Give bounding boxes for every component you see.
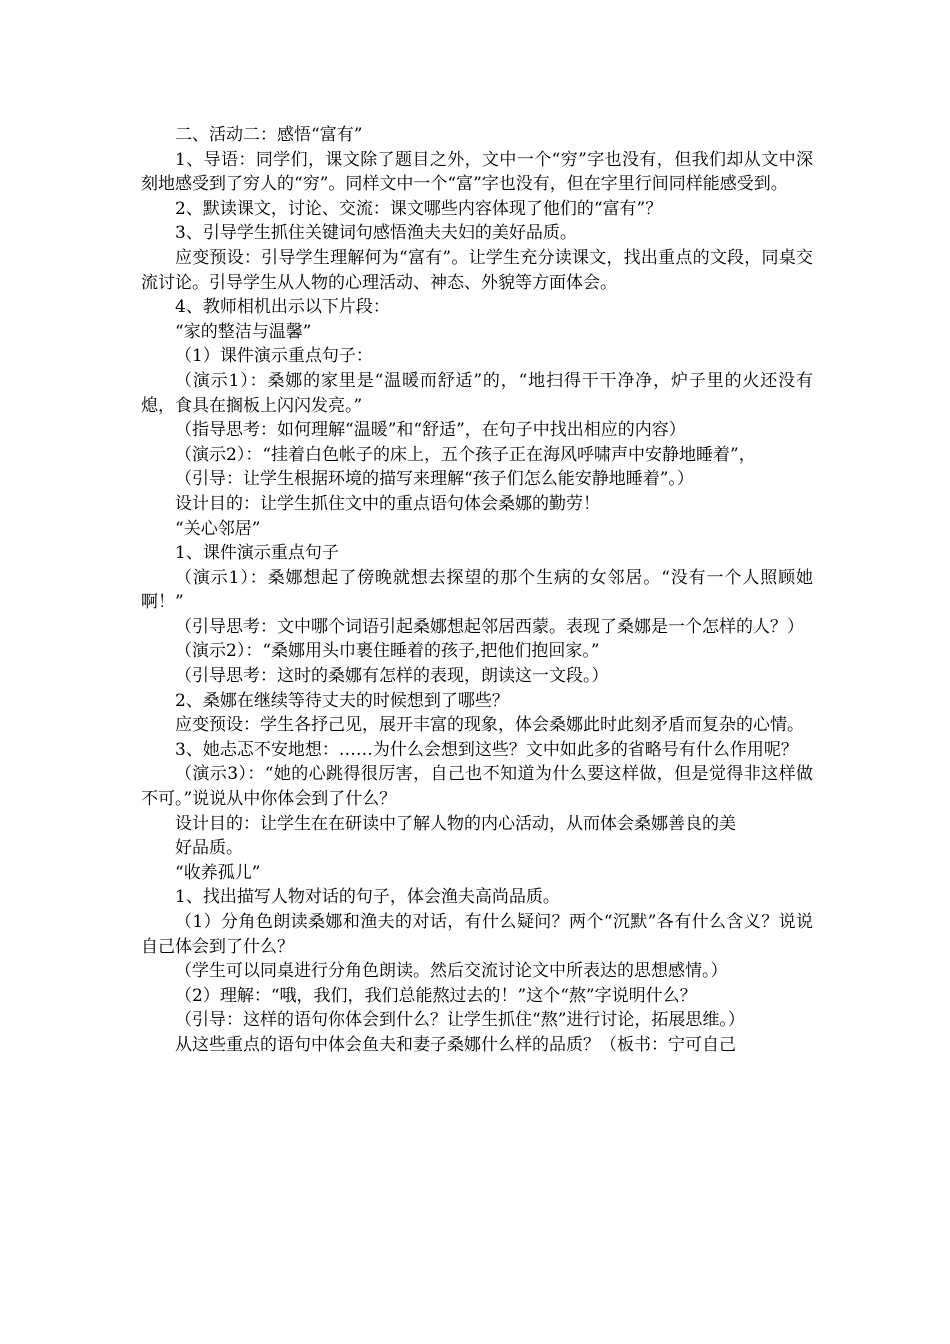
paragraph: （学生可以同桌进行分角色朗读。然后交流讨论文中所表达的思想感情。） (175, 961, 728, 982)
paragraph: （引导：让学生根据环境的描写来理解“孩子们怎么能安静地睡着”。） (175, 469, 694, 490)
subsection-title: “家的整洁与温馨” (175, 321, 312, 342)
paragraph: （演示2）：“挂着白色帐子的床上，五个孩子正在海风呼啸声中安静地睡着”， (175, 444, 756, 465)
paragraph: 1、课件演示重点句子 (175, 543, 339, 564)
paragraph: （引导：这样的语句你体会到什么？让学生抓住“熬”进行讨论，拓展思维。） (175, 1010, 745, 1031)
paragraph: 设计目的：让学生在在研读中了解人物的内心活动，从而体会桑娜善良的美 (175, 813, 736, 834)
paragraph: 从这些重点的语句中体会鱼夫和妻子桑娜什么样的品质？（板书：宁可自己 (175, 1034, 736, 1055)
paragraph: 1、导语：同学们，课文除了题目之外，文中一个“穷”字也没有，但我们却从文中深刻地感受到了穷人的“穷”。同样文中一个“富”字也没有，但在字里行间同样能感受到。 (141, 149, 813, 195)
paragraph: 好品质。 (175, 838, 243, 859)
paragraph: 2、默读课文，讨论、交流：课文哪些内容体现了他们的“富有”？ (175, 198, 663, 219)
paragraph: （演示3）：“她的心跳得很厉害，自己也不知道为什么要这样做，但是觉得非这样做不可。”说说从中你体会到了什么？ (141, 764, 813, 810)
paragraph: （2）理解：“哦，我们，我们总能熬过去的！”这个“熬”字说明什么？ (175, 985, 697, 1006)
document-body (141, 123, 813, 1058)
section-heading: 二、活动二：感悟“富有” (175, 125, 363, 145)
paragraph: （引导思考：文中哪个词语引起桑娜想起邻居西蒙。表现了桑娜是一个怎样的人？） (175, 616, 804, 637)
paragraph: 3、她忐忑不安地想：……为什么会想到这些？文中如此多的省略号有什么作用呢？ (175, 739, 798, 760)
paragraph: （1）分角色朗读桑娜和渔夫的对话，有什么疑问？两个“沉默”各有什么含义？说说自己体会到了什么？ (141, 912, 813, 957)
paragraph: （1）课件演示重点句子： (175, 346, 373, 367)
paragraph: 4、教师相机出示以下片段： (175, 297, 390, 318)
paragraph: 3、引导学生抓住关键词句感悟渔夫夫妇的美好品质。 (175, 223, 577, 244)
paragraph: （演示2）：“桑娜用头巾裹住睡着的孩子,把他们抱回家。” (175, 641, 600, 662)
subsection-title: “收养孤儿” (175, 862, 261, 883)
paragraph: （引导思考：这时的桑娜有怎样的表现，朗读这一文段。） (175, 666, 609, 687)
paragraph: 设计目的：让学生抓住文中的重点语句体会桑娜的勤劳！ (175, 493, 600, 514)
subsection-title: “关心邻居” (175, 518, 261, 539)
paragraph: 应变预设：学生各抒己见，展开丰富的现象，体会桑娜此时此刻矛盾而复杂的心情。 (175, 715, 804, 736)
paragraph: 2、桑娜在继续等待丈夫的时候想到了哪些？ (175, 690, 509, 711)
paragraph: （演示1）：桑娜的家里是“温暖而舒适”的，“地扫得干干净净，炉子里的火还没有熄，食具在搁板上闪闪发亮。” (141, 370, 813, 416)
paragraph: （演示1）：桑娜想起了傍晚就想去探望的那个生病的女邻居。“没有一个人照顾她啊！” (141, 567, 813, 613)
paragraph: 应变预设：引导学生理解何为“富有”。让学生充分读课文，找出重点的文段，同桌交流讨论。引导学生从人物的心理活动、神态、外貌等方面体会。 (141, 247, 813, 293)
paragraph: （指导思考：如何理解“温暖”和“舒适”，在句子中找出相应的内容） (175, 420, 686, 441)
paragraph: 1、找出描写人物对话的句子，体会渔夫高尚品质。 (175, 887, 560, 908)
